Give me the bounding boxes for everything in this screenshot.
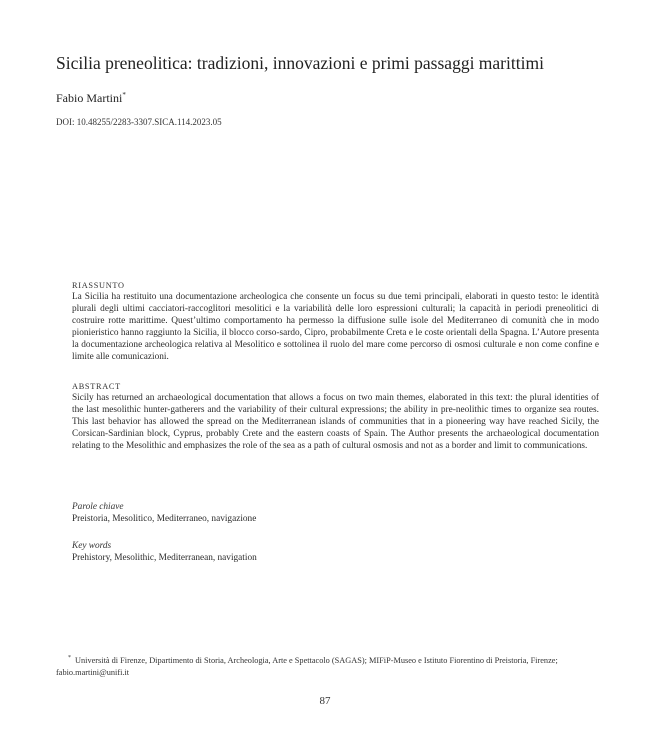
key-words-text: Prehistory, Mesolithic, Mediterranean, navigation — [72, 553, 257, 563]
abstract-heading: ABSTRACT — [72, 382, 121, 391]
footnote-mark: * — [68, 655, 71, 662]
page-number: 87 — [319, 695, 331, 707]
riassunto-text: La Sicilia ha restituito una documentazione archeologica che consente un focus su due temi principali, elaborati in questo testo: le identità plurali degli ultimi cacciatori-raccoglitori mesolitici e la variabilità delle loro espressioni culturali; la capacità in periodi preneolitici di costruire rotte marittime. Quest’ultimo comportamento ha permesso la diffusione sulle isole del Mediterraneo di comunità che in modo pionieristico hanno raggiunto la Sicilia, il blocco corso-sardo, Cipro, probabilmente Creta e le coste orientali della Spagna. L’Autore presenta la documentazione archeologica relativa al Mesolitico e sottolinea il ruolo del mare come percorso di osmosi culturale e non come confine e limite alle comunicazioni. — [72, 292, 599, 362]
doi-line: DOI: 10.48255/2283-3307.SICA.114.2023.05 — [56, 117, 222, 127]
abstract-section — [72, 381, 599, 453]
riassunto-heading: RIASSUNTO — [72, 281, 125, 290]
affiliation-footnote — [56, 655, 601, 679]
abstract-text: Sicily has returned an archaeological documentation that allows a focus on two main themes, elaborated in this text: the plural identities of the last mesolithic hunter-gatherers and the variability of their cultural expressions; the ability in pre-neolithic times to organize sea routes. This last behavior has allowed the spread on the Mediterranean islands of communities that in a pioneering way have reached Sicily, the Corsican-Sardinian block, Cyprus, probably Crete and the eastern coasts of Spain. The Author presents the archaeological documentation relating to the Mesolithic and emphasizes the role of the sea as a path of cultural osmosis and not as a border and limit to communications. — [72, 393, 599, 451]
parole-chiave-heading: Parole chiave — [72, 502, 124, 512]
author-line — [56, 90, 126, 106]
footnote-text: Università di Firenze, Dipartimento di Storia, Archeologia, Arte e Spettacolo (SAGAS); MIFiP-Museo e Istituto Fiorentino di Preistoria, Firenze; fabio.martini@unifi.it — [56, 656, 558, 677]
author-name: Fabio Martini — [56, 91, 123, 105]
parole-chiave-text: Preistoria, Mesolitico, Mediterraneo, navigazione — [72, 514, 257, 524]
author-footnote-mark: * — [122, 91, 126, 99]
riassunto-section — [72, 280, 599, 363]
key-words-section — [72, 540, 599, 564]
parole-chiave-section — [72, 501, 599, 525]
paper-title: Sicilia preneolitica: tradizioni, innovazioni e primi passaggi marittimi — [56, 53, 544, 73]
key-words-heading: Key words — [72, 541, 112, 551]
